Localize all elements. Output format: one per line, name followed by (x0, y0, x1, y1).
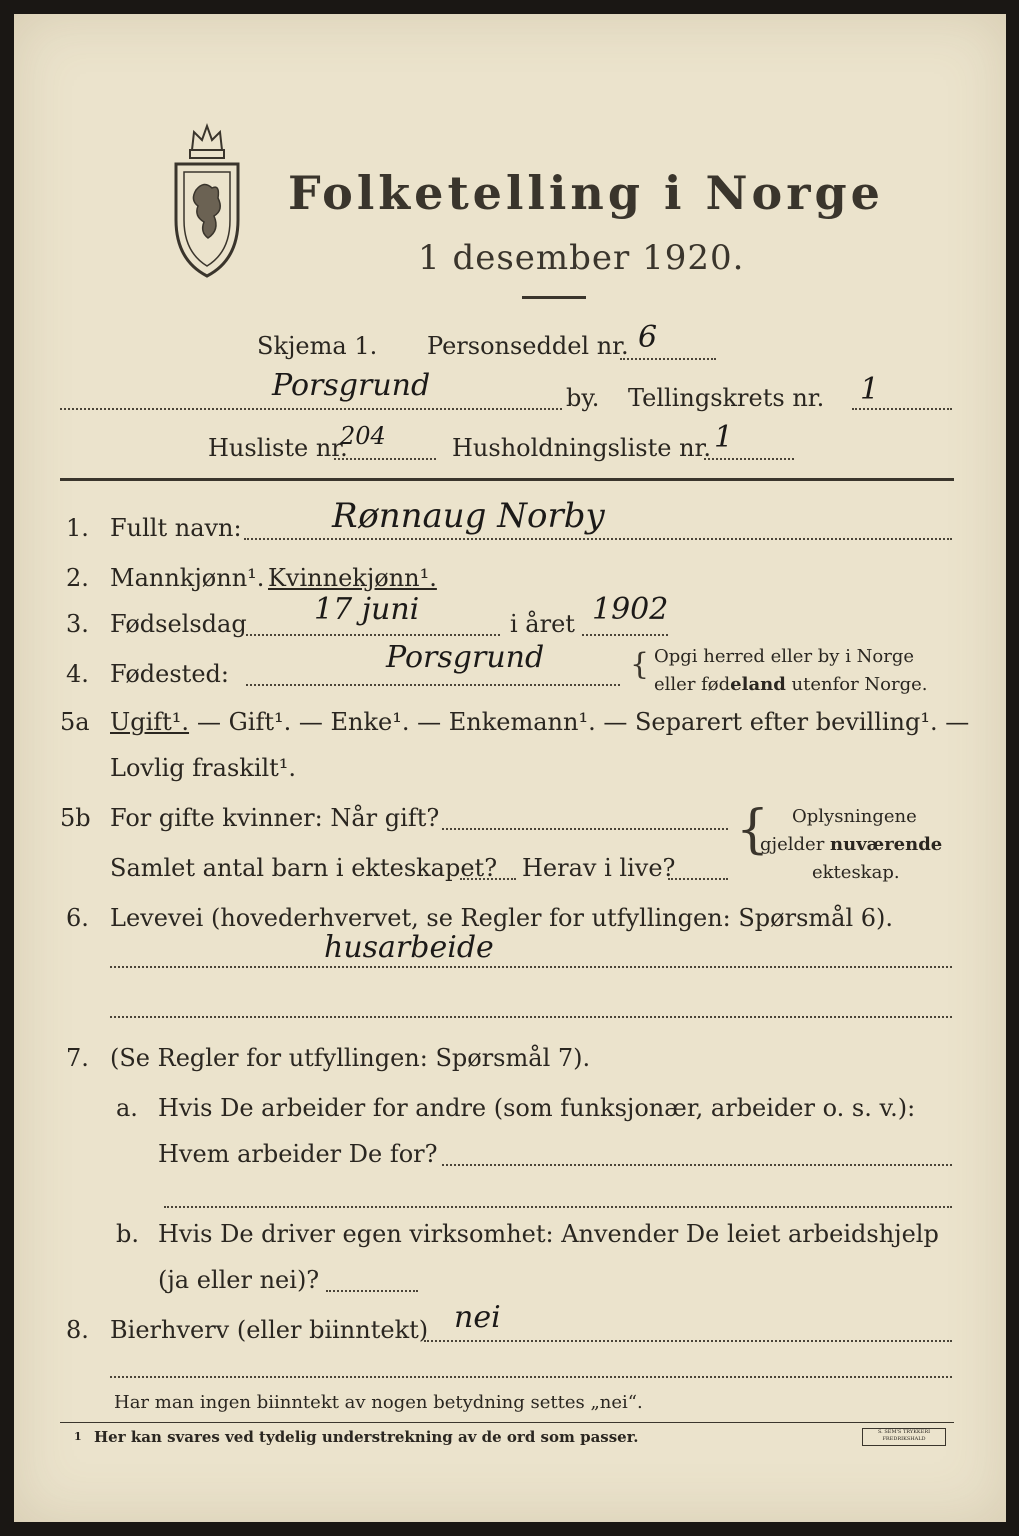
q3-line (246, 634, 500, 636)
q8-line-1 (424, 1340, 952, 1342)
q3-year-value: 1902 (592, 592, 669, 627)
q3-year-line (582, 634, 668, 636)
q1-line (244, 538, 952, 540)
husholdning-label: Husholdningsliste nr. (452, 434, 711, 462)
q2-number: 2. (66, 564, 89, 592)
q5b-line-3 (668, 878, 728, 880)
q3-label: Fødselsdag (110, 610, 247, 638)
q5a-number: 5a (60, 708, 90, 736)
q2-kvinne: Kvinnekjønn¹. (268, 564, 437, 592)
personseddel-value: 6 (638, 320, 658, 355)
printer-stamp: S. SEM'S TRYKKERI FREDRIKSHALD (862, 1428, 946, 1446)
q4-line (246, 684, 620, 686)
q5b-line-2 (460, 878, 516, 880)
footnote-text: Her kan svares ved tydelig understrekning av de ord som passer. (94, 1428, 639, 1446)
personseddel-line (620, 358, 716, 360)
tellingskrets-label: Tellingskrets nr. (628, 384, 825, 412)
q7b-text: Hvis De driver egen virksomhet: Anvender De leiet arbeidshjelp (158, 1220, 939, 1248)
tellingskrets-value: 1 (860, 372, 880, 407)
city-value: Porsgrund (272, 368, 431, 403)
q5a-ugift: Ugift¹. (110, 708, 190, 736)
skjema-label: Skjema 1. (257, 332, 378, 360)
q7-label: (Se Regler for utfyllingen: Spørsmål 7). (110, 1044, 591, 1072)
q7-number: 7. (66, 1044, 89, 1072)
husliste-line (334, 458, 436, 460)
husholdning-value: 1 (714, 420, 734, 455)
q8-value: nei (454, 1300, 501, 1335)
q4-label: Fødested: (110, 660, 229, 688)
footnote-rule (60, 1422, 954, 1423)
q7a-line-1 (442, 1164, 952, 1166)
footnote-number: 1 (74, 1430, 82, 1443)
header-rule (60, 478, 954, 481)
q5b-label-1: For gifte kvinner: Når gift? (110, 804, 440, 832)
q3-number: 3. (66, 610, 89, 638)
q5b-note-3: ekteskap. (812, 862, 900, 883)
q5b-line-1 (442, 828, 728, 830)
q5a-options: — Gift¹. — Enke¹. — Enkemann¹. — Separert efter bevilling¹. — (197, 708, 970, 736)
q6-number: 6. (66, 904, 89, 932)
q7a-question: Hvem arbeider De for? (158, 1140, 438, 1168)
q6-label: Levevei (hovederhvervet, se Regler for utfyllingen: Spørsmål 6). (110, 904, 894, 932)
form-date: 1 desember 1920. (418, 238, 745, 278)
husholdning-line (704, 458, 794, 460)
q7a-letter: a. (116, 1094, 138, 1122)
q3-value: 17 juni (314, 592, 420, 627)
q4-value: Porsgrund (386, 640, 545, 675)
q2-mann: Mannkjønn¹. (110, 564, 265, 592)
title-divider (522, 296, 586, 299)
q5a-line2: Lovlig fraskilt¹. (110, 754, 297, 782)
q7b-line (326, 1290, 418, 1292)
q5b-note-2: gjelder nuværende (760, 834, 943, 855)
city-line (60, 408, 562, 410)
q4-number: 4. (66, 660, 89, 688)
q3-year-label: i året (510, 610, 575, 638)
by-label: by. (566, 384, 600, 412)
q8-line-2 (110, 1376, 952, 1378)
q5b-number: 5b (60, 804, 91, 832)
form-title: Folketelling i Norge (288, 166, 884, 220)
q7a-line-2 (164, 1206, 952, 1208)
husliste-value: 204 (340, 422, 386, 450)
nei-note: Har man ingen biinntekt av nogen betydning settes „nei“. (114, 1392, 643, 1413)
q8-number: 8. (66, 1316, 89, 1344)
tellingskrets-line (852, 408, 952, 410)
q1-value: Rønnaug Norby (332, 496, 605, 536)
q6-line-2 (110, 1016, 952, 1018)
q8-label: Bierhverv (eller biinntekt) (110, 1316, 429, 1344)
q5b-label-2: Samlet antal barn i ekteskapet? (110, 854, 498, 882)
q5b-note-1: Oplysningene (792, 806, 917, 827)
q7b-question: (ja eller nei)? (158, 1266, 320, 1294)
q6-value: husarbeide (324, 930, 494, 965)
personseddel-label: Personseddel nr. (427, 332, 629, 360)
q7b-letter: b. (116, 1220, 139, 1248)
q6-line-1 (110, 966, 952, 968)
q1-number: 1. (66, 514, 89, 542)
coat-of-arms-icon (164, 120, 250, 280)
q4-note-1: Opgi herred eller by i Norge (654, 646, 915, 667)
q1-label: Fullt navn: (110, 514, 242, 542)
q7a-text: Hvis De arbeider for andre (som funksjonær, arbeider o. s. v.): (158, 1094, 916, 1122)
q5b-label-3: Herav i live? (522, 854, 676, 882)
q4-note-2: eller fødeland utenfor Norge. (654, 674, 928, 695)
husliste-label: Husliste nr. (208, 434, 348, 462)
census-form: Folketelling i Norge 1 desember 1920. Skjema 1. Personseddel nr. 6 Porsgrund by. Tellingskrets nr. 1 Husliste nr. 204 Husholdningsliste nr. 1 1. Fullt navn: Rønnaug Norby 2. Mannkjønn¹. Kvinnekjønn¹. 3. Fødselsdag 17 juni i året 1902 4. Fødested: Porsgrund { Opgi herred eller by i Norge eller fødeland utenfor Norge. 5a Ugift¹. — Gift¹. — Enke¹. — Enkemann¹. — Separert efter bevilling¹. — Lovlig fraskilt¹. 5b For gifte kvinner: Når gift? Samlet antal barn i ekteskapet? Herav i live? { Oplysningene gjelder nuværende ekteskap. 6. Levevei (hovederhvervet, se Regler for utfyllingen: Spørsmål 6). husarbeide 7. (Se Regler for utfyllingen: Spørsmål 7). a. Hvis De arbeider for andre (som funksjonær, arbeider o. s. v.): Hvem arbeider De for? b. Hvis De driver egen virksomhet: Anvender De leiet arbeidshjelp (ja eller nei)? 8. Bierhverv (eller biinntekt) nei Har man ingen biinntekt av nogen betydning settes „nei“. 1 Her kan svares ved tydelig understrekning av de ord som passer. S. SEM'S TRYKKERI FREDRIKSHALD (14, 14, 1006, 1522)
